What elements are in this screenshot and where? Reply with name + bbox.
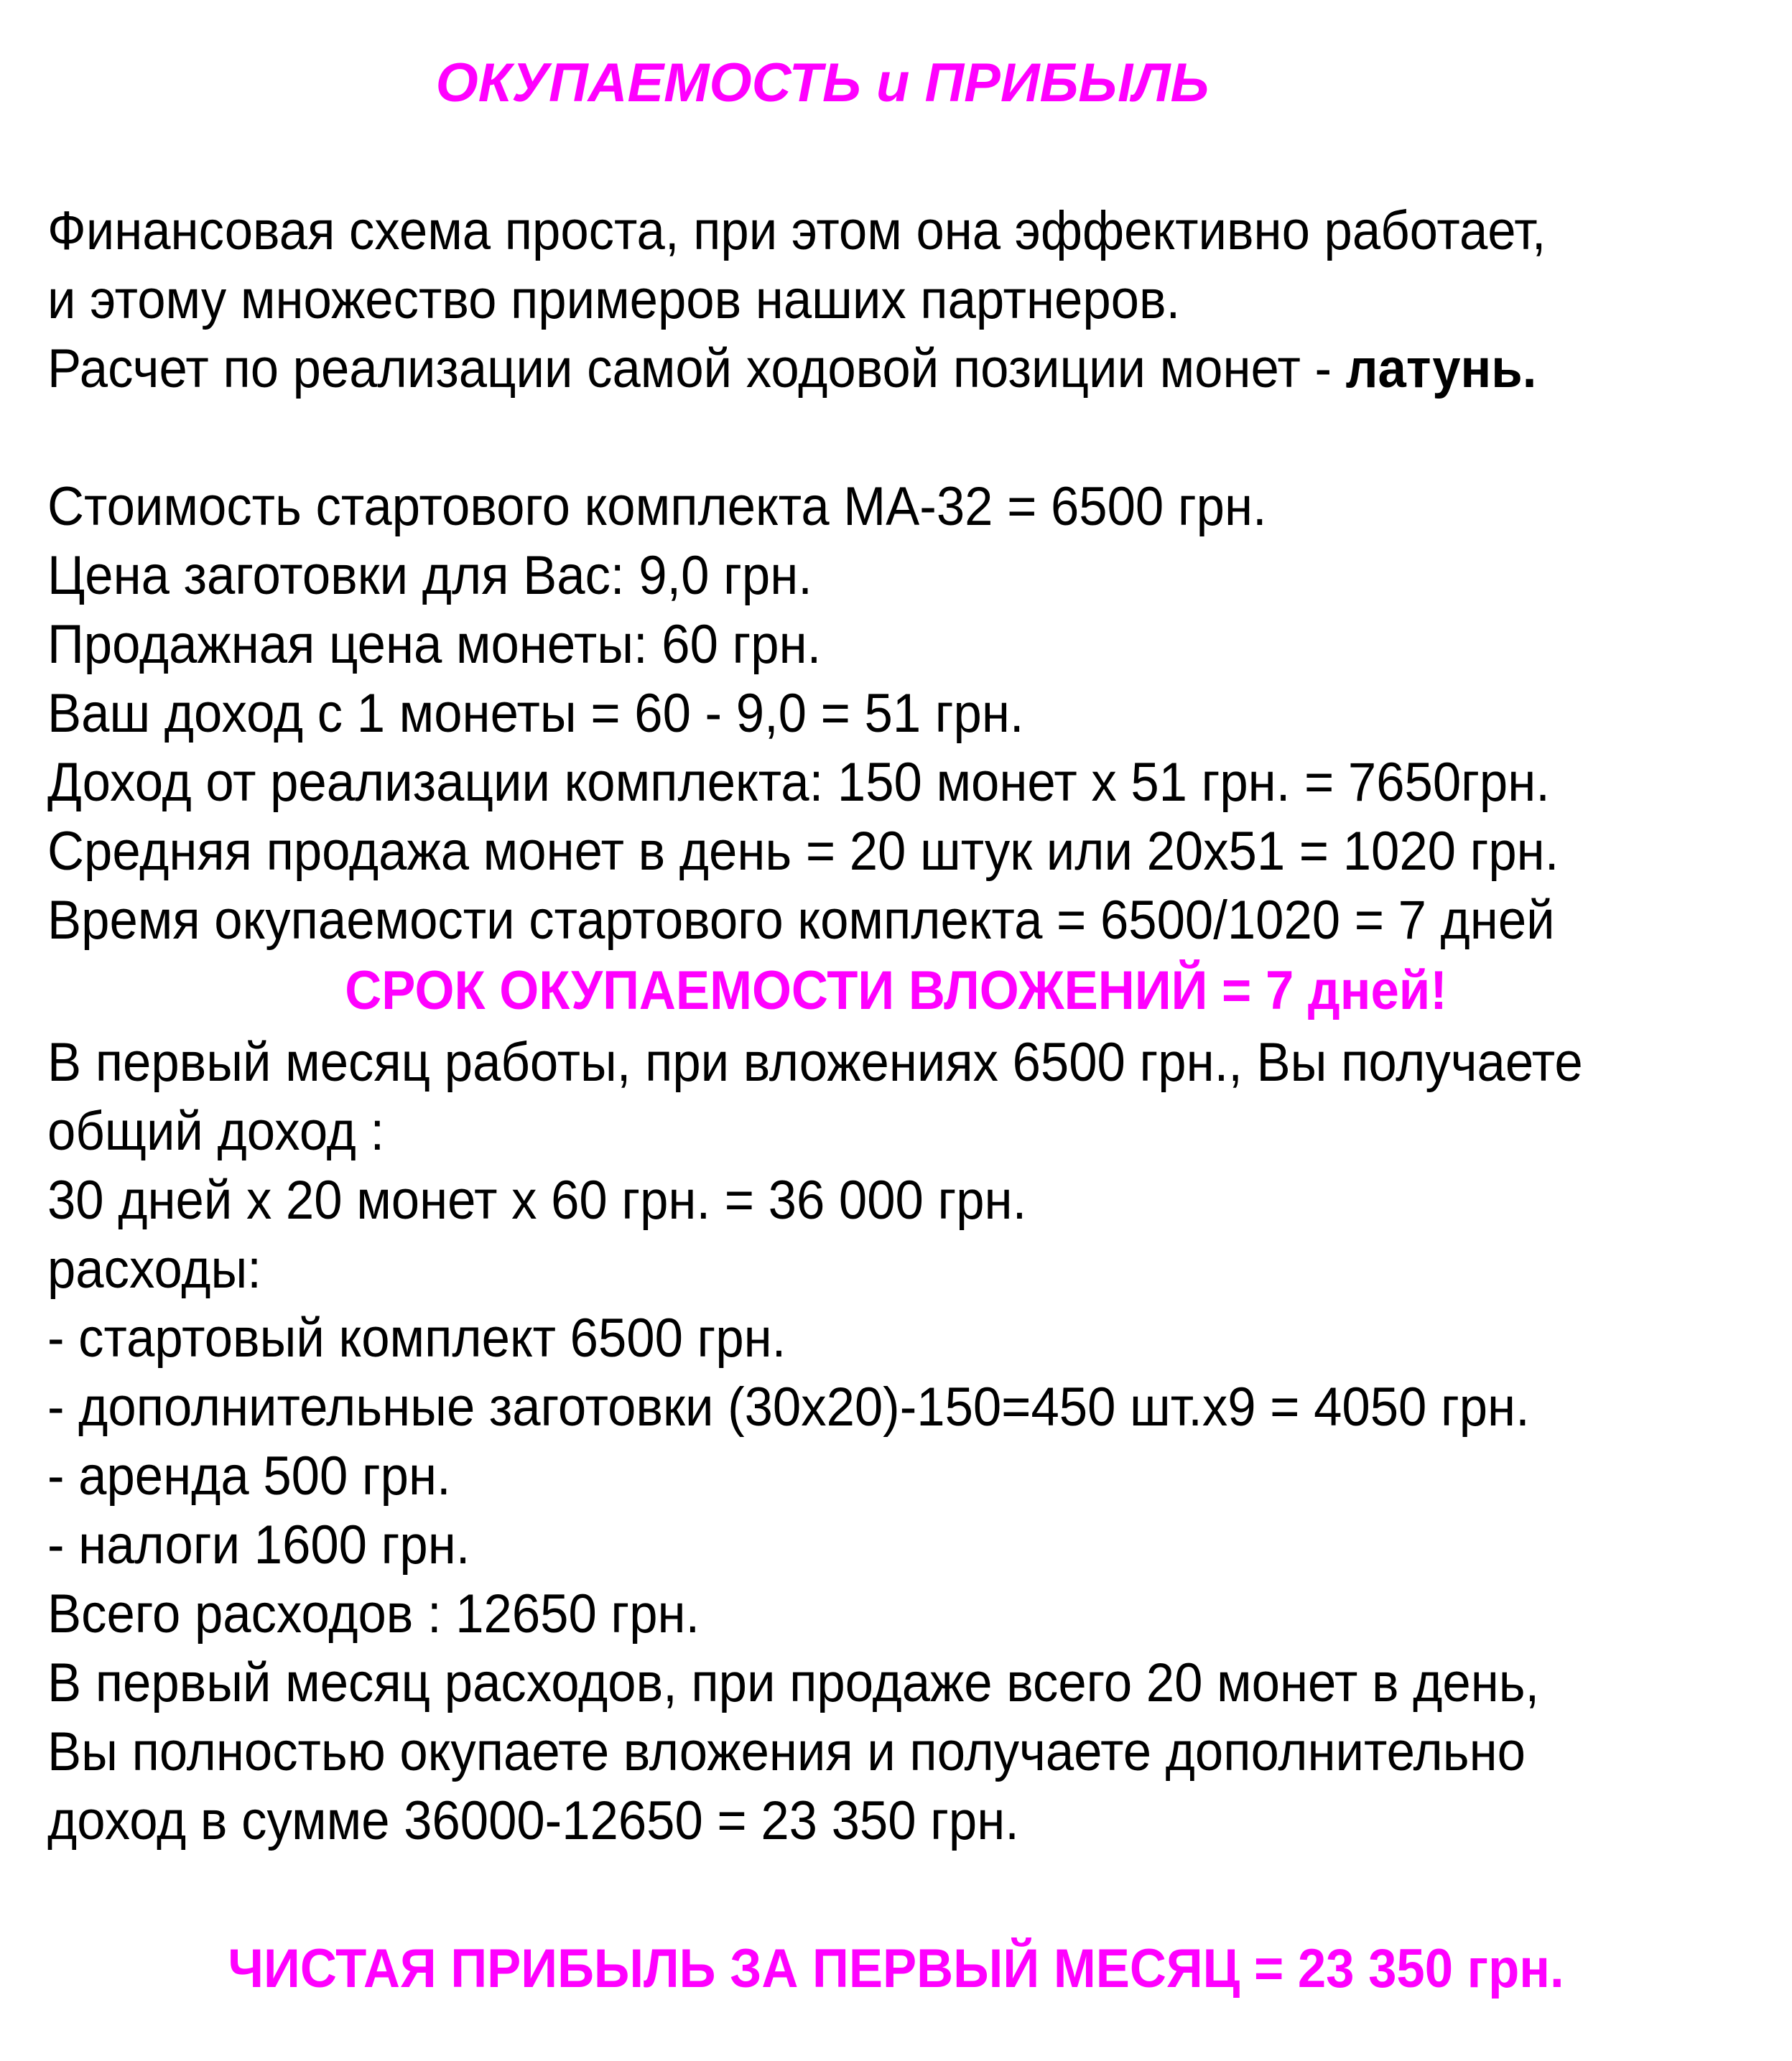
intro-line-2: и этому множество примеров наших партнеров.	[47, 269, 1181, 330]
month-line-9: Всего расходов : 12650 грн.	[47, 1583, 700, 1644]
month-line-11: Вы полностью окупаете вложения и получаете дополнительно	[47, 1721, 1526, 1782]
calc-line-6: Средняя продажа монет в день = 20 штук или 20х51 = 1020 грн.	[47, 821, 1559, 882]
month-line-12: доход в сумме 36000-12650 = 23 350 грн.	[47, 1790, 1019, 1851]
calc-line-4: Ваш доход с 1 монеты = 60 - 9,0 = 51 грн.	[47, 683, 1024, 744]
calc-line-1: Стоимость стартового комплекта МА-32 = 6500 грн.	[47, 476, 1267, 537]
month-line-6: - дополнительные заготовки (30х20)-150=450 шт.х9 = 4050 грн.	[47, 1377, 1530, 1438]
intro-line-3-text: Расчет по реализации самой ходовой позиции монет -	[47, 338, 1346, 399]
calc-line-5: Доход от реализации комплекта: 150 монет х 51 грн. = 7650грн.	[47, 752, 1550, 813]
calc-line-3: Продажная цена монеты: 60 грн.	[47, 614, 822, 675]
profit-highlight: ЧИСТАЯ ПРИБЫЛЬ ЗА ПЕРВЫЙ МЕСЯЦ = 23 350 грн.	[228, 1938, 1564, 1999]
calc-line-2: Цена заготовки для Вас: 9,0 грн.	[47, 545, 812, 606]
month-line-1: В первый месяц работы, при вложениях 6500 грн., Вы получаете	[47, 1032, 1583, 1093]
month-line-10: В первый месяц расходов, при продаже всего 20 монет в день,	[47, 1652, 1540, 1713]
month-line-5: - стартовый комплект 6500 грн.	[47, 1308, 786, 1369]
intro-line-3-bold: латунь.	[1345, 338, 1537, 399]
calc-line-7: Время окупаемости стартового комплекта = 6500/1020 = 7 дней	[47, 890, 1555, 951]
intro-line-3	[47, 335, 1536, 404]
month-line-4: расходы:	[47, 1239, 261, 1300]
month-line-2: общий доход :	[47, 1101, 385, 1162]
payback-highlight: СРОК ОКУПАЕМОСТИ ВЛОЖЕНИЙ = 7 дней!	[345, 960, 1447, 1021]
month-line-3: 30 дней х 20 монет х 60 грн. = 36 000 грн.	[47, 1170, 1027, 1231]
intro-line-1: Финансовая схема проста, при этом она эффективно работает,	[47, 200, 1546, 261]
month-line-7: - аренда 500 грн.	[47, 1446, 451, 1507]
month-line-8: - налоги 1600 грн.	[47, 1515, 470, 1576]
page-title: ОКУПАЕМОСТЬ и ПРИБЫЛЬ	[435, 52, 1210, 113]
